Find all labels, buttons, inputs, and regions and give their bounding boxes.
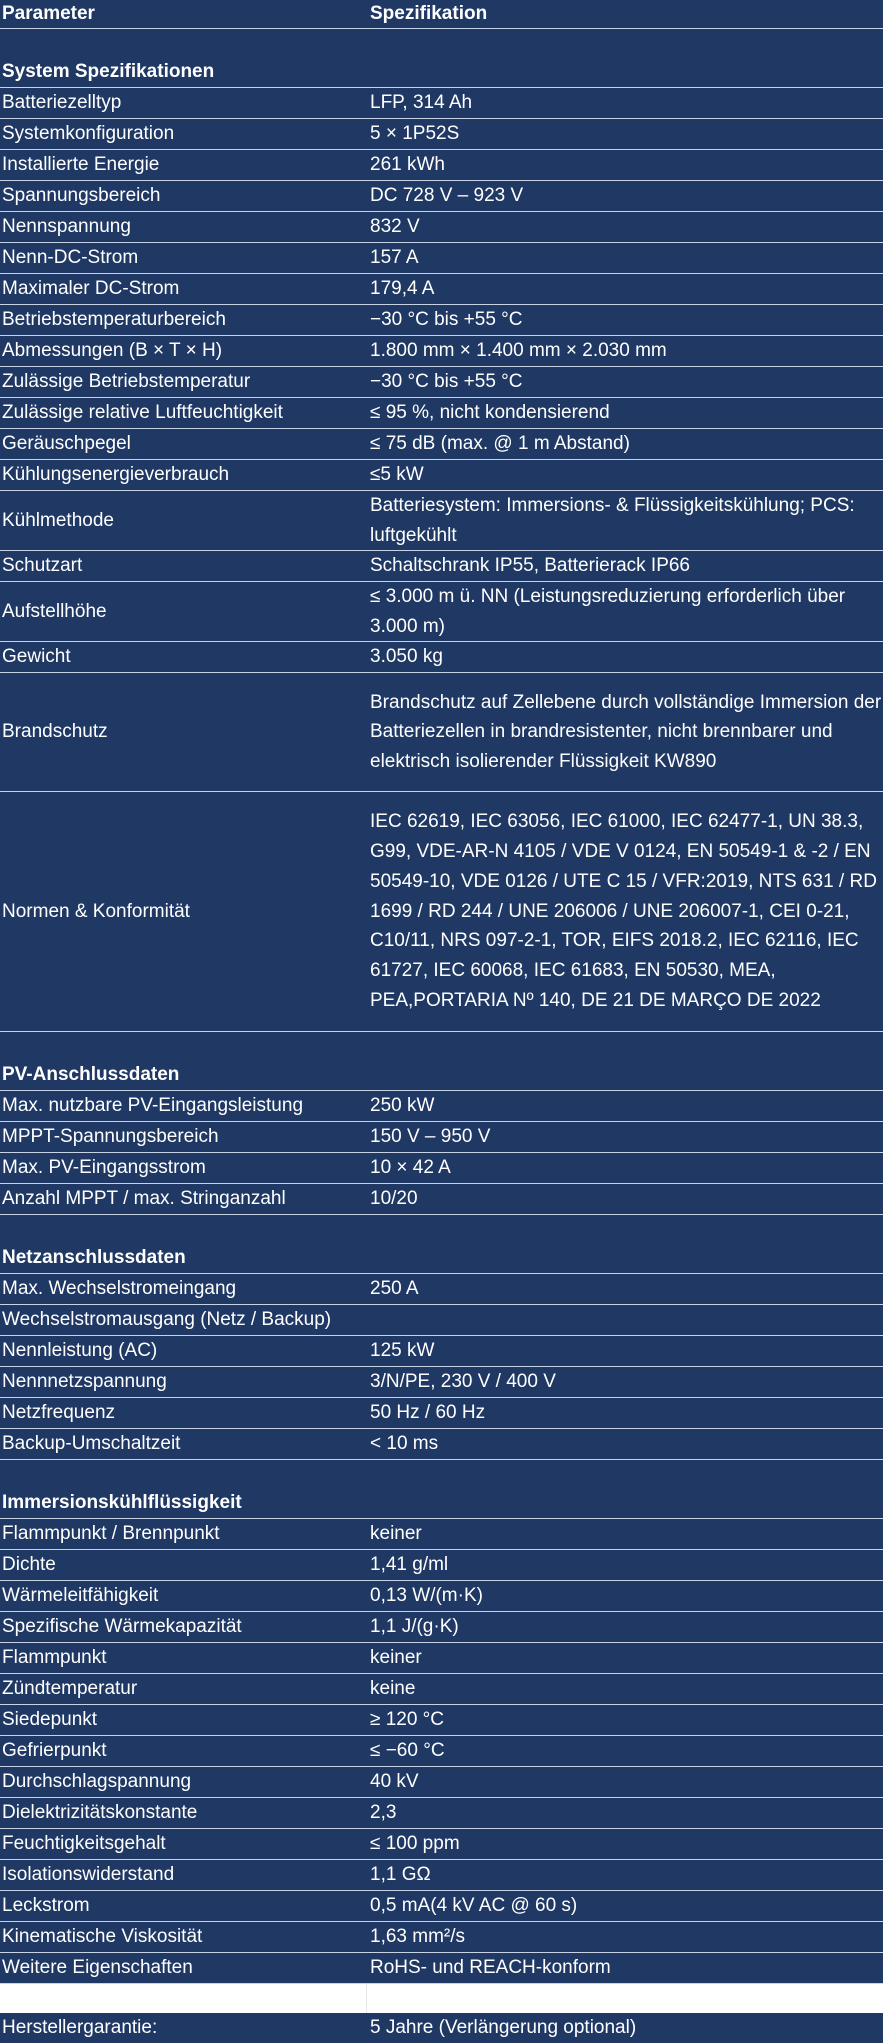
row-label: Spezifische Wärmekapazität bbox=[0, 1612, 366, 1643]
row-label: Leckstrom bbox=[0, 1891, 366, 1922]
table-row bbox=[0, 367, 883, 398]
row-label: Anzahl MPPT / max. Stringanzahl bbox=[0, 1184, 366, 1215]
row-label: Aufstellhöhe bbox=[0, 582, 366, 642]
table-row bbox=[0, 181, 883, 212]
table-row bbox=[0, 119, 883, 150]
section-title: Immersionskühlflüssigkeit bbox=[0, 1488, 883, 1519]
row-label: Betriebstemperaturbereich bbox=[0, 305, 366, 336]
spacer-row bbox=[0, 1032, 883, 1061]
table-row bbox=[0, 1398, 883, 1429]
row-label: Schutzart bbox=[0, 551, 366, 582]
row-value: LFP, 314 Ah bbox=[366, 88, 883, 119]
table-row bbox=[0, 582, 883, 642]
blank-white-row bbox=[0, 1984, 883, 2014]
table-row bbox=[0, 150, 883, 181]
table-row bbox=[0, 1184, 883, 1215]
table-row bbox=[0, 398, 883, 429]
pv-rows bbox=[0, 1091, 883, 1215]
row-value: 125 kW bbox=[366, 1336, 883, 1367]
row-label: Nennnetzspannung bbox=[0, 1367, 366, 1398]
row-label: Wechselstromausgang (Netz / Backup) bbox=[0, 1305, 366, 1336]
row-value: 261 kWh bbox=[366, 150, 883, 181]
table-row bbox=[0, 1519, 883, 1550]
table-row bbox=[0, 1705, 883, 1736]
row-label: Isolationswiderstand bbox=[0, 1860, 366, 1891]
row-label: Dielektrizitätskonstante bbox=[0, 1798, 366, 1829]
row-label: Spannungsbereich bbox=[0, 181, 366, 212]
row-label: Zündtemperatur bbox=[0, 1674, 366, 1705]
row-label: Durchschlagspannung bbox=[0, 1767, 366, 1798]
row-value: 1,63 mm²/s bbox=[366, 1922, 883, 1953]
row-value: 250 A bbox=[366, 1274, 883, 1305]
table-row bbox=[0, 1922, 883, 1953]
warranty-value: 5 Jahre (Verlängerung optional) bbox=[370, 2017, 637, 2038]
row-label: Zulässige Betriebstemperatur bbox=[0, 367, 366, 398]
row-label: Dichte bbox=[0, 1550, 366, 1581]
row-value: 3.050 kg bbox=[366, 642, 883, 673]
table-row bbox=[0, 336, 883, 367]
table-header bbox=[0, 0, 883, 29]
table-row bbox=[0, 1122, 883, 1153]
row-label: Maximaler DC-Strom bbox=[0, 274, 366, 305]
row-label: Systemkonfiguration bbox=[0, 119, 366, 150]
row-value: RoHS- und REACH-konform bbox=[366, 1953, 883, 1984]
row-value: 2,3 bbox=[366, 1798, 883, 1829]
table-row bbox=[0, 1336, 883, 1367]
row-value: 0,13 W/(m·K) bbox=[366, 1581, 883, 1612]
warranty-row bbox=[0, 2013, 883, 2043]
row-label: Kinematische Viskosität bbox=[0, 1922, 366, 1953]
row-label: Normen & Konformität bbox=[0, 792, 366, 1032]
spacer-row bbox=[0, 1460, 883, 1489]
row-label: Brandschutz bbox=[0, 673, 366, 792]
warranty-label: Herstellergarantie: bbox=[2, 2017, 158, 2038]
row-label: Installierte Energie bbox=[0, 150, 366, 181]
row-value: 250 kW bbox=[366, 1091, 883, 1122]
row-label: Gewicht bbox=[0, 642, 366, 673]
row-value: keiner bbox=[366, 1519, 883, 1550]
row-label: Flammpunkt bbox=[0, 1643, 366, 1674]
row-value: ≤ 3.000 m ü. NN (Leistungsreduzierung erforderlich über 3.000 m) bbox=[366, 582, 883, 642]
table-row bbox=[0, 1550, 883, 1581]
table-row bbox=[0, 1429, 883, 1460]
row-label: Abmessungen (B × T × H) bbox=[0, 336, 366, 367]
table-row bbox=[0, 1891, 883, 1922]
header-specification: Spezifikation bbox=[366, 0, 883, 29]
section-heading-pv bbox=[0, 1060, 883, 1091]
row-value: 40 kV bbox=[366, 1767, 883, 1798]
row-label: Zulässige relative Luftfeuchtigkeit bbox=[0, 398, 366, 429]
row-label: Gefrierpunkt bbox=[0, 1736, 366, 1767]
table-row bbox=[0, 460, 883, 491]
table-row bbox=[0, 1829, 883, 1860]
row-value: ≤ 75 dB (max. @ 1 m Abstand) bbox=[366, 429, 883, 460]
spacer-row bbox=[0, 29, 883, 58]
row-label: Netzfrequenz bbox=[0, 1398, 366, 1429]
row-label: Nennleistung (AC) bbox=[0, 1336, 366, 1367]
row-value bbox=[366, 1305, 883, 1336]
row-value: ≤ 95 %, nicht kondensierend bbox=[366, 398, 883, 429]
row-label: Kühlungsenergieverbrauch bbox=[0, 460, 366, 491]
section-title: System Spezifikationen bbox=[0, 57, 883, 88]
row-value: Schaltschrank IP55, Batterierack IP66 bbox=[366, 551, 883, 582]
section-heading-system bbox=[0, 57, 883, 88]
row-label: Kühlmethode bbox=[0, 491, 366, 551]
table-row bbox=[0, 1953, 883, 1984]
row-value: −30 °C bis +55 °C bbox=[366, 305, 883, 336]
row-value: 10/20 bbox=[366, 1184, 883, 1215]
row-value: ≤5 kW bbox=[366, 460, 883, 491]
row-value: 1,1 J/(g·K) bbox=[366, 1612, 883, 1643]
row-label: Backup-Umschaltzeit bbox=[0, 1429, 366, 1460]
grid-rows bbox=[0, 1274, 883, 1460]
row-value: 3/N/PE, 230 V / 400 V bbox=[366, 1367, 883, 1398]
table-row bbox=[0, 305, 883, 336]
table-row bbox=[0, 1798, 883, 1829]
table-row bbox=[0, 429, 883, 460]
table-row bbox=[0, 1274, 883, 1305]
table-row bbox=[0, 1581, 883, 1612]
fluid-rows bbox=[0, 1519, 883, 1984]
row-value: ≤ 100 ppm bbox=[366, 1829, 883, 1860]
row-label: Nennspannung bbox=[0, 212, 366, 243]
row-value: −30 °C bis +55 °C bbox=[366, 367, 883, 398]
spacer-row bbox=[0, 1215, 883, 1244]
row-value: < 10 ms bbox=[366, 1429, 883, 1460]
row-value: 832 V bbox=[366, 212, 883, 243]
row-value: 150 V – 950 V bbox=[366, 1122, 883, 1153]
row-label: Wärmeleitfähigkeit bbox=[0, 1581, 366, 1612]
row-value: Batteriesystem: Immersions- & Flüssigkeitskühlung; PCS: luftgekühlt bbox=[366, 491, 883, 551]
row-label: MPPT-Spannungsbereich bbox=[0, 1122, 366, 1153]
row-value: 179,4 A bbox=[366, 274, 883, 305]
table-row bbox=[0, 274, 883, 305]
row-label: Max. nutzbare PV-Eingangsleistung bbox=[0, 1091, 366, 1122]
table-row bbox=[0, 1091, 883, 1122]
row-label: Weitere Eigenschaften bbox=[0, 1953, 366, 1984]
table-row bbox=[0, 1612, 883, 1643]
row-value: 1,1 GΩ bbox=[366, 1860, 883, 1891]
section-heading-fluid bbox=[0, 1488, 883, 1519]
table-row bbox=[0, 1305, 883, 1336]
table-row bbox=[0, 642, 883, 673]
row-label: Flammpunkt / Brennpunkt bbox=[0, 1519, 366, 1550]
row-value: keine bbox=[366, 1674, 883, 1705]
section-heading-grid bbox=[0, 1243, 883, 1274]
table-row bbox=[0, 1736, 883, 1767]
row-value: DC 728 V – 923 V bbox=[366, 181, 883, 212]
table-row bbox=[0, 792, 883, 1032]
row-value: IEC 62619, IEC 63056, IEC 61000, IEC 62477-1, UN 38.3, G99, VDE-AR-N 4105 / VDE V 0124, EN 50549-1 & -2 / EN 50549-10, VDE 0126 / UTE C 15 / VFR:2019, NTS 631 / RD 1699 / RD 244 / UNE 206006 / UNE 206007-1, CEI 0-21, C10/11, NRS 097-2-1, TOR, EIFS 2018.2, IEC 62116, IEC 61727, IEC 60068, IEC 61683, EN 50530, MEA, PEA,PORTARIA Nº 140, DE 21 DE MARÇO DE 2022 bbox=[366, 792, 883, 1032]
row-label: Nenn-DC-Strom bbox=[0, 243, 366, 274]
table-row bbox=[0, 88, 883, 119]
table-row bbox=[0, 1367, 883, 1398]
table-row bbox=[0, 551, 883, 582]
table-row bbox=[0, 1643, 883, 1674]
row-label: Max. Wechselstromeingang bbox=[0, 1274, 366, 1305]
row-value: 10 × 42 A bbox=[366, 1153, 883, 1184]
header-parameter: Parameter bbox=[0, 0, 366, 29]
row-value: 5 × 1P52S bbox=[366, 119, 883, 150]
row-value: keiner bbox=[366, 1643, 883, 1674]
row-value: Brandschutz auf Zellebene durch vollständige Immersion der Batteriezellen in brandresistenter, nicht brennbarer und elektrisch isolierender Flüssigkeit KW890 bbox=[366, 673, 883, 792]
row-label: Max. PV-Eingangsstrom bbox=[0, 1153, 366, 1184]
row-value: ≥ 120 °C bbox=[366, 1705, 883, 1736]
row-label: Siedepunkt bbox=[0, 1705, 366, 1736]
row-value: 157 A bbox=[366, 243, 883, 274]
row-value: 1.800 mm × 1.400 mm × 2.030 mm bbox=[366, 336, 883, 367]
row-value: 1,41 g/ml bbox=[366, 1550, 883, 1581]
section-title: Netzanschlussdaten bbox=[0, 1243, 883, 1274]
row-value: 50 Hz / 60 Hz bbox=[366, 1398, 883, 1429]
table-row bbox=[0, 673, 883, 792]
table-row bbox=[0, 491, 883, 551]
system-rows bbox=[0, 88, 883, 1032]
row-label: Batteriezelltyp bbox=[0, 88, 366, 119]
table-row bbox=[0, 1153, 883, 1184]
table-row bbox=[0, 1767, 883, 1798]
table-row bbox=[0, 1674, 883, 1705]
section-title: PV-Anschlussdaten bbox=[0, 1060, 883, 1091]
row-value: 0,5 mA(4 kV AC @ 60 s) bbox=[366, 1891, 883, 1922]
table-row bbox=[0, 243, 883, 274]
row-value: ≤ −60 °C bbox=[366, 1736, 883, 1767]
row-label: Geräuschpegel bbox=[0, 429, 366, 460]
table-row bbox=[0, 1860, 883, 1891]
row-label: Feuchtigkeitsgehalt bbox=[0, 1829, 366, 1860]
table-row bbox=[0, 212, 883, 243]
